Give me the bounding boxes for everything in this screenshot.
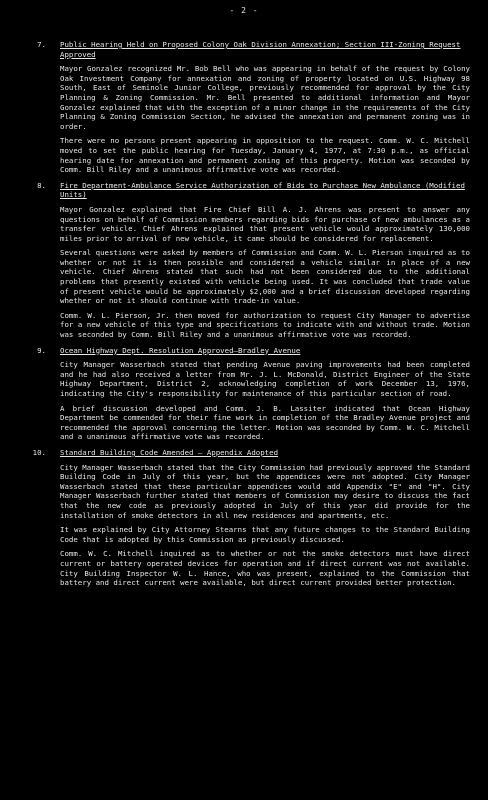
section-ambulance-bids bbox=[37, 180, 470, 340]
section-number: 8. bbox=[37, 180, 46, 190]
section-number: 9. bbox=[37, 345, 46, 355]
section-annexation-hearing bbox=[37, 40, 470, 175]
paragraph: Several questions were asked by members of Commission and Comm. W. L. Pierson inquired as to whether or not it is then possible and considered a vehicle similar in place of a new vehicle. Chief Ahrens stated that such had not been considered due to the additional problems that presently existed with vehicle being used. It was concluded that trade value of present vehicle would be approximately $2,000 and a brief discussion developed regarding whether or not it should continue with trade-in value. bbox=[60, 248, 470, 306]
paragraph: It was explained by City Attorney Stearns that any future changes to the Standard Building Code that is adopted by this Commission as previously discussed. bbox=[60, 525, 470, 544]
page-number: - 2 - bbox=[229, 6, 259, 15]
paragraph: City Manager Wasserbach stated that the City Commission had previously approved the Standard Building Code in July of this year, but the appendices were not adopted. City Manager Wasserbach stated that these particular appendices would add Appendix "E" and "H". City Manager Wasserbach further stated that members of Commission may desire to discuss the fact that the new code as previously adopted in July of this year did provide for the installation of smoke detectors in all new residences and apartments, etc. bbox=[60, 462, 470, 520]
paragraph: City Manager Wasserbach stated that pending Avenue paving improvements had been completed and he had also received a letter from Mr. J. L. McDonald, District Engineer of the State Highway Department, District 2, acknowledging completion of work December 13, 1976, indicating the City's responsibility for maintenance of this particular section of road. bbox=[60, 360, 470, 398]
section-number: 10. bbox=[32, 447, 46, 457]
paragraph: There were no persons present appearing in opposition to the request. Comm. W. C. Mitchell moved to set the public hearing for Tuesday, January 4, 1977, at 7:30 p.m., as official hearing date for annexation and permanent zoning of this property. Motion was seconded by Comm. Bill Riley and a unanimous affirmative vote was recorded. bbox=[60, 136, 470, 175]
section-number: 7. bbox=[37, 40, 46, 49]
section-heading: Standard Building Code Amended — Appendix Adopted bbox=[60, 447, 279, 457]
paragraph: Comm. W. C. Mitchell inquired as to whether or not the smoke detectors must have direct current or battery operated devices for operation and if direct current was not available. City Building Inspector W. L. Hance, who was present, explained to the Commission that battery and direct current were available, but direct current provided better protection. bbox=[60, 549, 470, 588]
paragraph: Mayor Gonzalez explained that Fire Chief Bill A. J. Ahrens was present to answer any questions on behalf of Commission members regarding bids for purchase of new ambulances as a transfer vehicle. Chief Ahrens explained that present vehicle would approximately 130,000 miles prior to arrival of new vehicle, it came should be considered for replacement. bbox=[60, 204, 470, 243]
section-heading: Ocean Highway Dept. Resolution Approved—Bradley Avenue bbox=[60, 345, 301, 355]
section-building-code bbox=[32, 447, 470, 588]
document-body bbox=[32, 40, 470, 594]
section-heading: Public Hearing Held on Proposed Colony Oak Division Annexation; Section III-Zoning Request Approved bbox=[60, 40, 461, 59]
paragraph: Comm. W. L. Pierson, Jr. then moved for authorization to request City Manager to advertise for a new vehicle of this type and specifications to indicate with and without trade. Motion was seconded by Comm. Bill Riley and a unanimous affirmative vote was recorded. bbox=[60, 310, 470, 340]
section-heading: Fire Department-Ambulance Service Authorization of Bids to Purchase New Ambulance (Modified Units) bbox=[60, 180, 465, 200]
paragraph: A brief discussion developed and Comm. J. B. Lassiter indicated that Ocean Highway Department be commended for their fine work in completion of the Bradley Avenue project and recommended the approval concerning the letter. Motion was seconded by Comm. W. C. Mitchell and a unanimous affirmative vote was recorded. bbox=[60, 403, 470, 442]
section-highway-resolution bbox=[37, 345, 470, 442]
paragraph: Mayor Gonzalez recognized Mr. Bob Bell who was appearing in behalf of the request by Colony Oak Investment Company for annexation and zoning of property located on U.S. Highway 98 South, East of Seminole Junior College, previously recommended for approval by the City Planning & Zoning Commission. Mr. Bell presented to additional information and Mayor Gonzalez explained that with the exception of a minor change in the requirements of the City Planning & Zoning Commission Section, he advised the annexation and permanent zoning was in order. bbox=[60, 64, 470, 131]
